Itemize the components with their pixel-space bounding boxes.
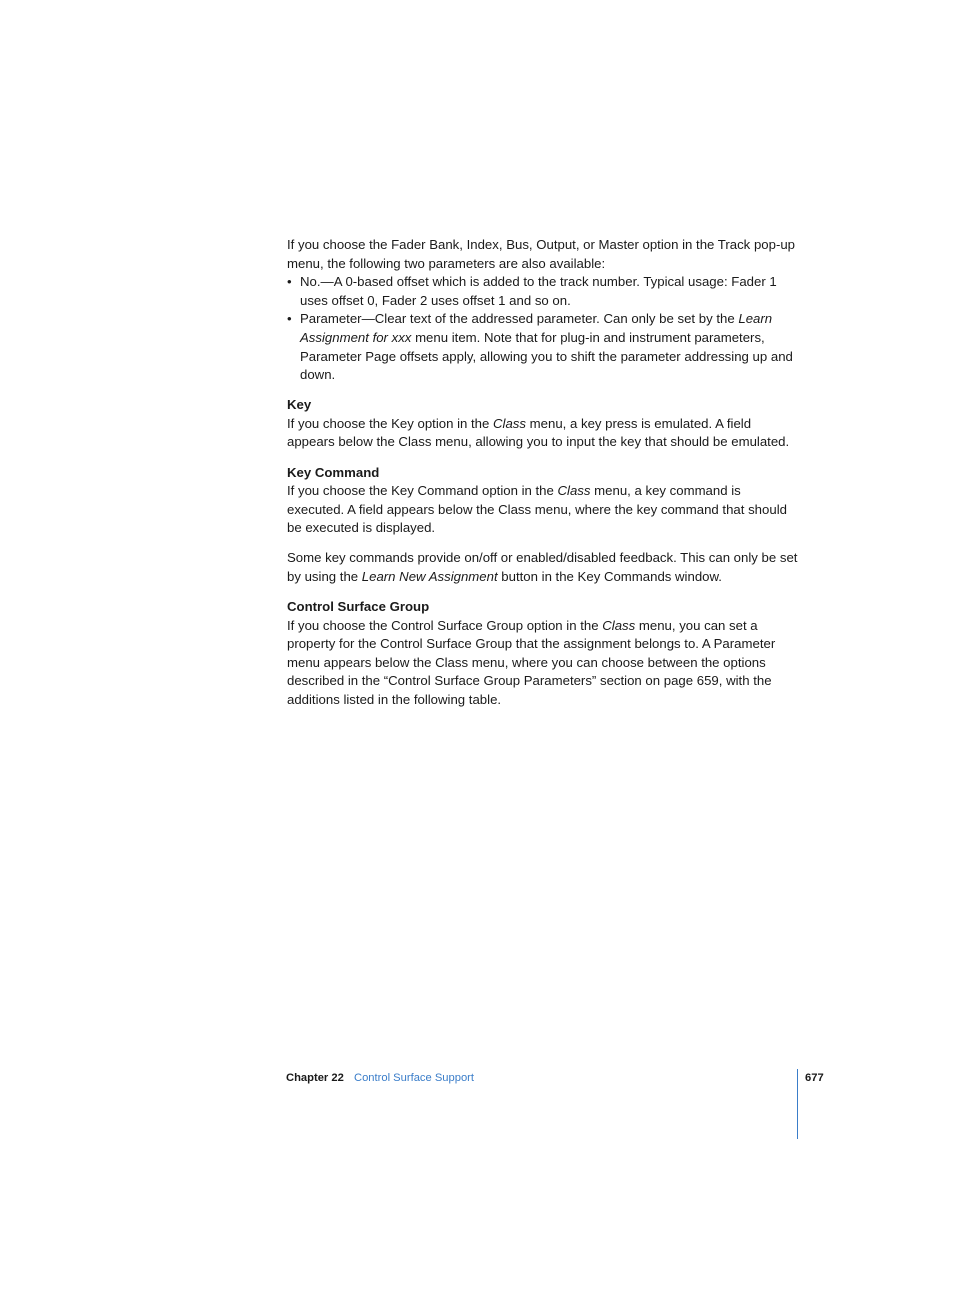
- text-run: If you choose the Key option in the: [287, 415, 494, 431]
- text-run: Some key commands provide on/off or enabled/disabled feedback. This can only be set by using the: [287, 550, 798, 584]
- text-run: button in the Key Commands window.: [497, 569, 722, 584]
- list-item-parameter: [287, 310, 799, 384]
- section-heading-key-command: Key Command: [287, 464, 380, 480]
- section-heading-control-surface-group: Control Surface Group: [287, 599, 430, 615]
- control-surface-group-paragraph: [287, 617, 799, 710]
- text-run: menu, a key command is executed. A field appears below the Class menu, where the key command that should be executed is displayed.: [287, 483, 787, 536]
- list-item-no: [287, 273, 799, 310]
- footer-chapter-title: Control Surface Support: [354, 1072, 475, 1084]
- text-run: If you choose the Key Command option in the: [287, 483, 558, 499]
- learn-new-assignment-reference: Learn New Assignment: [361, 569, 498, 584]
- key-paragraph: [287, 415, 799, 452]
- key-command-paragraph-2: [287, 549, 799, 586]
- menu-item-reference: Learn Assignment for xxx: [300, 311, 773, 345]
- list-item-text: No.—A 0-based offset which is added to the track number. Typical usage: Fader 1 uses offset 0, Fader 2 uses offset 1 and so on.: [300, 274, 777, 308]
- page-body: [287, 236, 799, 710]
- footer-divider: [797, 1069, 798, 1139]
- section-heading-key: Key: [287, 397, 312, 413]
- list-item-text-after: menu item. Note that for plug-in and instrument parameters, Parameter Page offsets apply, allowing you to shift the parameter addressing up and down.: [300, 329, 793, 383]
- text-run: menu, a key press is emulated. A field appears below the Class menu, allowing you to input the key that should be emulated.: [287, 415, 790, 450]
- key-command-paragraph-1: [287, 482, 799, 538]
- list-item-text-before: Parameter—Clear text of the addressed parameter. Can only be set by the: [300, 311, 739, 327]
- text-run: menu, you can set a property for the Control Surface Group that the assignment belongs to. A Parameter menu appears below the Class menu, where you can choose between the options described in the “Control Surface Group Parameters” section on page 659, with the additions listed in the following table.: [287, 617, 776, 708]
- intro-paragraph: If you choose the Fader Bank, Index, Bus, Output, or Master option in the Track pop-up menu, the following two parameters are also available:: [287, 237, 796, 271]
- page-number: 677: [805, 1072, 824, 1084]
- footer-chapter-label: Chapter 22: [286, 1072, 344, 1084]
- class-menu-reference: Class: [602, 617, 636, 633]
- class-menu-reference: Class: [557, 483, 591, 499]
- class-menu-reference: Class: [493, 415, 526, 431]
- parameter-list: [287, 273, 799, 385]
- text-run: If you choose the Control Surface Group option in the: [287, 617, 603, 633]
